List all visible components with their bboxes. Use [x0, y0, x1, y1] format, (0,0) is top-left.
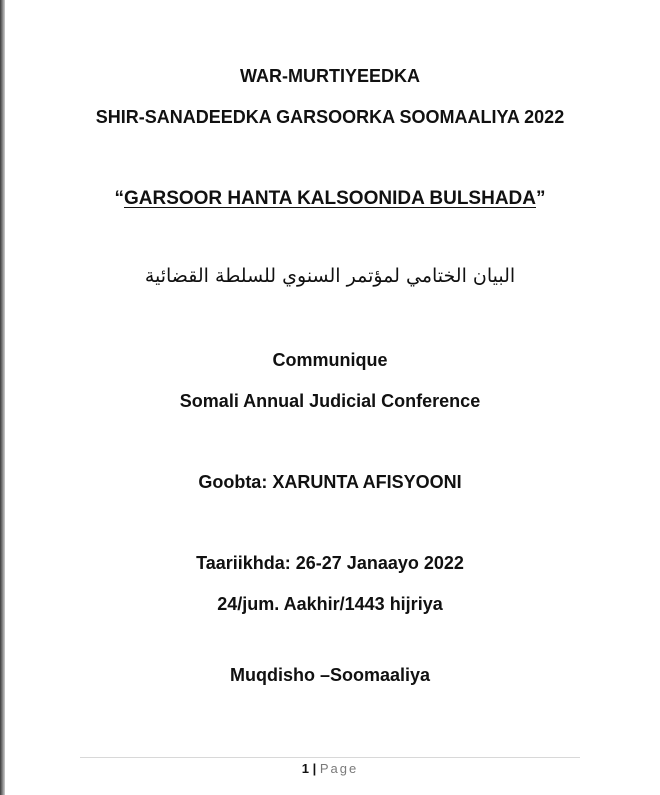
english-title-2: Somali Annual Judicial Conference — [179, 391, 481, 411]
page-footer — [0, 761, 660, 776]
footer-divider — [80, 757, 580, 758]
date-line: Taariikhda: 26-27 Janaayo 2022 — [196, 553, 464, 573]
title-line-2: SHIR-SANADEEDKA GARSOORKA SOOMAALIYA 2022 — [95, 107, 565, 127]
page-separator: | — [312, 761, 317, 776]
location: Muqdisho –Soomaaliya — [229, 665, 431, 685]
hijri-date: 24/jum. Aakhir/1443 hijriya — [217, 594, 443, 614]
title-line-1: WAR-MURTIYEEDKA — [240, 66, 420, 86]
slogan-text: GARSOOR HANTA KALSOONIDA BULSHADA — [123, 188, 536, 209]
venue: Goobta: XARUNTA AFISYOONI — [198, 472, 462, 492]
slogan — [0, 188, 660, 210]
page-number: 1 — [301, 761, 309, 776]
slogan-close-quote: ” — [536, 188, 546, 209]
slogan-open-quote: “ — [114, 188, 124, 209]
arabic-title: البيان الختامي لمؤتمر السنوي للسلطة القضائية — [144, 265, 516, 287]
page-label: Page — [319, 761, 359, 776]
english-title-1: Communique — [272, 350, 388, 370]
